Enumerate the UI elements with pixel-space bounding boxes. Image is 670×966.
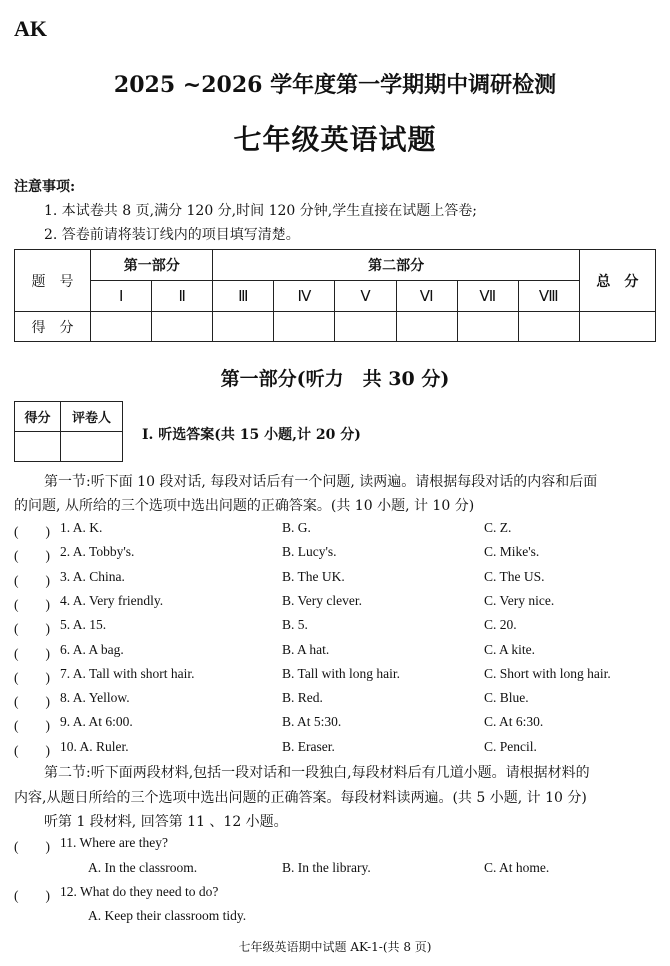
option-b: B. G.: [282, 520, 311, 535]
option-c: C. Very nice.: [484, 593, 555, 608]
notes-heading: 注意事项:: [14, 179, 76, 195]
option-c: C. The US.: [484, 569, 545, 584]
option-a: 7. A. Tall with short hair.: [60, 666, 195, 681]
option-b: B. Tall with long hair.: [282, 666, 401, 681]
option-a: 9. A. At 6:00.: [60, 714, 133, 729]
option-a: 5. A. 15.: [60, 617, 107, 632]
subject-title: 七年级英语试题: [233, 123, 437, 156]
answer-paren[interactable]: ( ): [14, 597, 50, 612]
score-cell: [457, 312, 518, 342]
score-cell: [518, 312, 579, 342]
score-cell: [91, 312, 152, 342]
option-c: C. 20.: [484, 617, 517, 632]
col-numeral-5: Ⅴ: [335, 281, 396, 312]
paper-code: AK: [14, 16, 47, 41]
col-numeral-4: Ⅳ: [274, 281, 335, 312]
row-label-score: 得 分: [15, 312, 91, 342]
option-c: C. At 6:30.: [484, 714, 544, 729]
score-table: [14, 249, 656, 342]
option-a: 2. A. Tobby's.: [60, 544, 135, 559]
answer-paren[interactable]: ( ): [14, 646, 50, 661]
answer-paren[interactable]: ( ): [14, 743, 50, 758]
sub1-intro-line1: 第一节:听下面 10 段对话, 每段对话后有一个问题, 读两遍。请根据每段对话的内容和后面: [44, 474, 598, 490]
note-item-1: 1. 本试卷共 8 页,满分 120 分,时间 120 分钟,学生直接在试题上答卷;: [44, 203, 477, 219]
option-b: B. Very clever.: [282, 593, 362, 608]
answer-paren[interactable]: ( ): [14, 524, 50, 539]
option-b: B. Lucy's.: [282, 544, 337, 559]
question-stem-12: 12. What do they need to do?: [60, 884, 219, 899]
score-cell: [152, 312, 213, 342]
option-c: C. Short with long hair.: [484, 666, 611, 681]
sub2-intro-line1: 第二节:听下面两段材料,包括一段对话和一段独白,每段材料后有几道小题。请根据材料的: [44, 765, 590, 781]
answer-paren[interactable]: ( ): [14, 670, 50, 685]
option-b: B. 5.: [282, 617, 308, 632]
page-footer: 七年级英语期中试题 AK-1-(共 8 页): [238, 940, 432, 954]
col-numeral-6: Ⅵ: [396, 281, 457, 312]
part1-heading: 第一部分(听力 共 30 分): [220, 368, 450, 390]
option-c: C. A kite.: [484, 642, 536, 657]
question-stem-11: 11. Where are they?: [60, 835, 168, 850]
grader-score-label: 得分: [15, 402, 61, 432]
answer-paren[interactable]: ( ): [14, 573, 50, 588]
answer-paren[interactable]: ( ): [14, 888, 50, 903]
col-numeral-1: Ⅰ: [91, 281, 152, 312]
option-a: 8. A. Yellow.: [60, 690, 130, 705]
option-a: 10. A. Ruler.: [60, 739, 129, 754]
option-b: B. A hat.: [282, 642, 330, 657]
answer-paren[interactable]: ( ): [14, 718, 50, 733]
answer-paren[interactable]: ( ): [14, 548, 50, 563]
option-a: 1. A. K.: [60, 520, 103, 535]
option-b: B. The UK.: [282, 569, 345, 584]
answer-paren[interactable]: ( ): [14, 694, 50, 709]
score-cell: [274, 312, 335, 342]
section1-title: Ⅰ. 听选答案(共 15 小题,计 20 分): [142, 427, 361, 443]
grader-name-cell: [61, 432, 123, 462]
total-header: 总 分: [579, 250, 655, 312]
answer-paren[interactable]: ( ): [14, 621, 50, 636]
answer-paren[interactable]: ( ): [14, 839, 50, 854]
sub1-intro-line2: 的问题, 从所给的三个选项中选出问题的正确答案。(共 10 小题, 计 10 分): [14, 498, 475, 514]
option-a: A. In the classroom.: [88, 860, 198, 875]
grader-box: [14, 401, 123, 462]
col-numeral-7: Ⅶ: [457, 281, 518, 312]
grader-score-cell: [15, 432, 61, 462]
option-a: 3. A. China.: [60, 569, 125, 584]
option-c: C. Mike's.: [484, 544, 540, 559]
part1-header: 第一部分: [91, 250, 213, 281]
option-a: A. Keep their classroom tidy.: [88, 908, 247, 923]
option-c: C. Blue.: [484, 690, 529, 705]
score-cell: [213, 312, 274, 342]
col-numeral-2: Ⅱ: [152, 281, 213, 312]
sub2-intro-line2: 内容,从题日所给的三个选项中选出问题的正确答案。每段材料读两遍。(共 5 小题, 计 10 分): [14, 790, 587, 806]
col-numeral-8: Ⅷ: [518, 281, 579, 312]
material1-intro: 听第 1 段材料, 回答第 11 、12 小题。: [44, 814, 288, 830]
option-b: B. At 5:30.: [282, 714, 342, 729]
score-cell: [335, 312, 396, 342]
option-c: C. Z.: [484, 520, 512, 535]
option-c: C. Pencil.: [484, 739, 537, 754]
option-b: B. In the library.: [282, 860, 371, 875]
score-cell: [396, 312, 457, 342]
exam-title: 2025 ~2026 学年度第一学期期中调研检测: [113, 72, 557, 98]
note-item-2: 2. 答卷前请将装订线内的项目填写清楚。: [44, 227, 300, 243]
score-cell-total: [579, 312, 655, 342]
option-b: B. Eraser.: [282, 739, 335, 754]
col-numeral-3: Ⅲ: [213, 281, 274, 312]
row-label-number: 题 号: [15, 250, 91, 312]
option-b: B. Red.: [282, 690, 323, 705]
part2-header: 第二部分: [213, 250, 580, 281]
grader-name-label: 评卷人: [61, 402, 123, 432]
option-a: 6. A. A bag.: [60, 642, 124, 657]
option-c: C. At home.: [484, 860, 550, 875]
option-a: 4. A. Very friendly.: [60, 593, 164, 608]
